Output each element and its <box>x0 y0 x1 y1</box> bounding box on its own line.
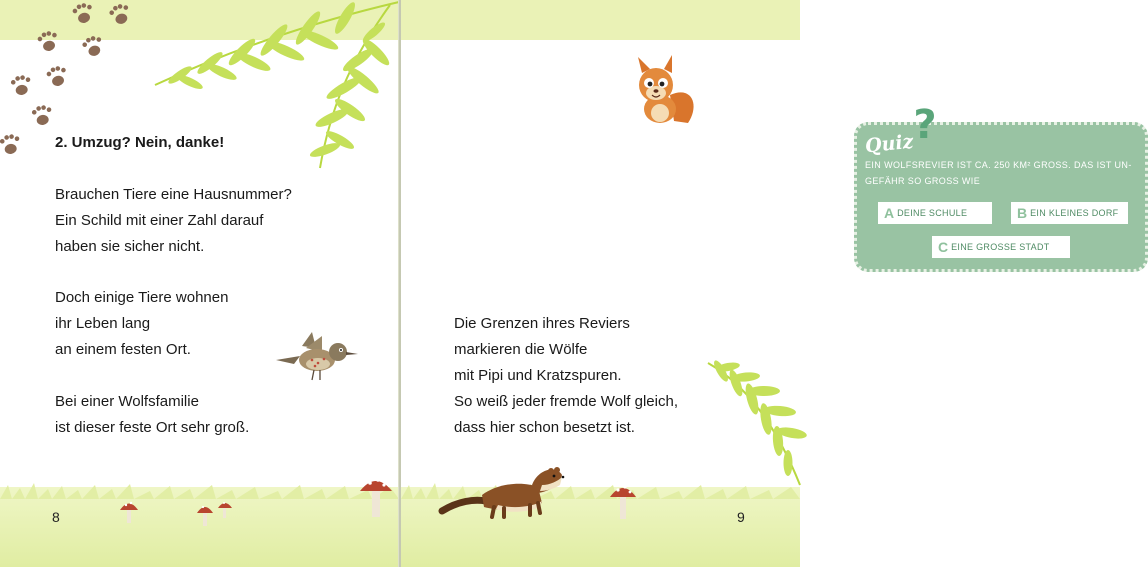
mushroom-illustration <box>608 481 638 523</box>
paragraph-3: Bei einer Wolfsfamilie ist dieser feste Ort sehr groß. <box>55 393 250 436</box>
question-mark-icon: ? <box>913 102 937 148</box>
paragraph-1: Brauchen Tiere eine Hausnummer? Ein Schild mit einer Zahl darauf haben sie sicher nicht. <box>55 186 292 255</box>
quiz-answer-c[interactable] <box>932 236 1070 258</box>
squirrel-illustration <box>630 55 700 127</box>
weasel-illustration <box>438 455 568 520</box>
bird-illustration <box>272 330 362 385</box>
answer-text: EINE GROSSE STADT <box>951 242 1050 252</box>
answer-letter: B <box>1017 205 1028 221</box>
top-band <box>401 0 800 40</box>
paragraph-4: Die Grenzen ihres Reviers markieren die Wölfe mit Pipi und Kratzspuren. So weiß jeder fremde Wolf gleich, dass hier schon besetzt ist. <box>454 315 678 436</box>
mushroom-illustration <box>358 473 394 521</box>
mushroom-illustration <box>115 495 245 530</box>
quiz-question: EIN WOLFSREVIER IST CA. 250 KM² GROSS. DAS IST UN- GEFÄHR SO GROSS WIE <box>865 160 1132 186</box>
right-page <box>401 0 1132 567</box>
quiz-card <box>854 102 1148 272</box>
page-number: 9 <box>737 509 745 525</box>
page-number: 8 <box>52 509 60 525</box>
left-page <box>0 0 399 567</box>
quiz-answer-b[interactable] <box>1011 202 1128 224</box>
answer-text: DEINE SCHULE <box>897 208 968 218</box>
quiz-title: Quiz <box>863 130 915 158</box>
quiz-header <box>863 102 937 158</box>
chapter-heading: 2. Umzug? Nein, danke! <box>55 134 225 151</box>
answer-text: EIN KLEINES DORF <box>1030 208 1119 218</box>
answer-letter: A <box>884 205 895 221</box>
quiz-answer-a[interactable] <box>878 202 992 224</box>
fern-illustration <box>706 355 800 495</box>
answer-letter: C <box>938 239 949 255</box>
paragraph-2: Doch einige Tiere wohnen ihr Leben lang an einem festen Ort. <box>55 289 229 358</box>
